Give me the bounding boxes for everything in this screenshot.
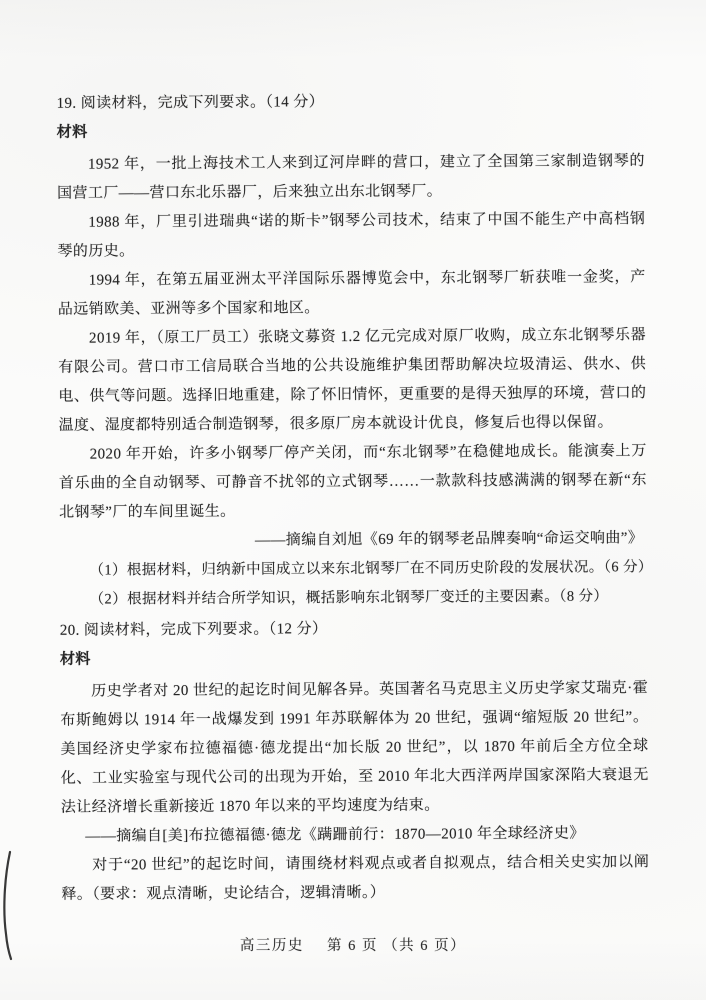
sub-question-1: （1）根据材料，归纳新中国成立以来东北钢琴厂在不同历史阶段的发展状况。（6 分）: [89, 559, 653, 579]
material-paragraph: 2019 年，（原工厂员工）张晓文募资 1.2 亿元完成对原厂收购，成立东北钢琴乐器有限公司。营口市工信局联合当地的公共设施维护集团帮助解决垃圾清运、供水、供电、供气等问题。选择旧地重建，除了怀旧情怀，更重要的是得天独厚的环境，营口的温度、湿度都特别适合制造钢琴，很多原厂房本就设计优良，修复后也得以保留。: [58, 327, 647, 434]
footer-course-label: 高三历史: [239, 938, 304, 954]
material-label-q19: 材料: [56, 124, 88, 141]
material-paragraph: 历史学者对 20 世纪的起讫时间见解各异。英国著名马克思主义历史学家艾瑞克·霍布斯鲍姆以 1914 年一战爆发到 1991 年苏联解体为 20 世纪，强调“缩短版 20 世纪”。美国经济史学家布拉德福德·德龙提出“加长版 20 世纪”，以 1870 年前后全方位全球化、工业实验室与现代公司的出现为开始，至 2010 年北大西洋两岸国家深陷大衰退无法让经济增长重新接近 1870 年以来的平均速度为结束。: [60, 680, 649, 816]
scan-artifact-line: [1, 850, 17, 962]
question-19-header: 19. 阅读材料，完成下列要求。（14 分）: [56, 94, 325, 112]
footer-page-number: 第 6 页 （共 6 页）: [327, 938, 467, 954]
material-paragraph: 1994 年，在第五届亚洲太平洋国际乐器博览会中，东北钢琴厂斩获唯一金奖，产品远销欧美、亚洲等多个国家和地区。: [57, 269, 646, 318]
sub-question-2: （2）根据材料并结合所学知识，概括影响东北钢琴厂变迁的主要因素。（8 分）: [89, 588, 609, 608]
material-paragraph: 1952 年，一批上海技术工人来到辽河岸畔的营口，建立了全国第三家制造钢琴的国营工厂——营口东北乐器厂，后来独立出东北钢琴厂。: [57, 153, 645, 202]
exam-content: [56, 86, 653, 910]
source-citation-q19: ——摘编自刘旭《69 年的钢琴老品牌奏响“命运交响曲”》: [254, 530, 644, 549]
source-citation-q20: ——摘编自[美]布拉德福德·德龙《蹒跚前行：1870—2010 年全球经济史》: [85, 825, 585, 845]
question-20-header: 20. 阅读材料，完成下列要求。（12 分）: [59, 621, 328, 639]
material-paragraph: 1988 年，厂里引进瑞典“诺的斯卡”钢琴公司技术，结束了中国不能生产中高档钢琴的历史。: [57, 211, 646, 260]
material-label-q20: 材料: [59, 651, 91, 668]
material-paragraph: 2020 年开始，许多小钢琴厂停产关闭，而“东北钢琴”在稳健地成长。能演奏上万首乐曲的全自动钢琴、可静音不扰邻的立式钢琴……一款款科技感满满的钢琴在新“东北钢琴”厂的车间里诞生。: [58, 443, 647, 521]
page-footer: [0, 934, 706, 955]
task-instruction: 对于“20 世纪”的起讫时间，请围绕材料观点或者自拟观点，结合相关史实加以阐释。（要求：观点清晰，史论结合，逻辑清晰。）: [61, 854, 650, 903]
